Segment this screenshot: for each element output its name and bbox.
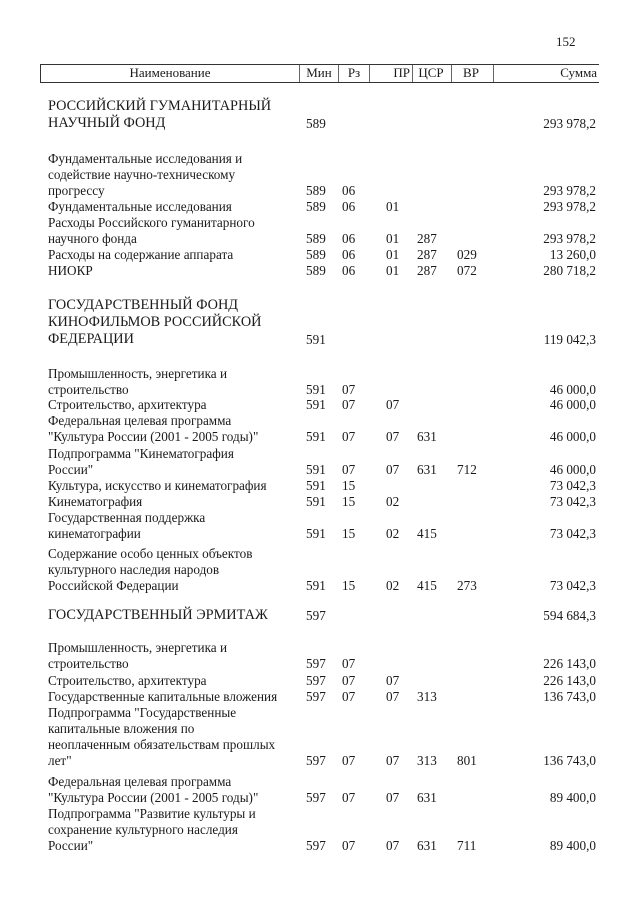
row-name bbox=[48, 546, 298, 594]
cell-csr: 287 bbox=[417, 231, 437, 246]
row-name-line: "Культура России (2001 - 2005 годы)" bbox=[48, 429, 259, 444]
cell-pr: 01 bbox=[386, 263, 400, 278]
row-name-line: капитальные вложения по bbox=[48, 721, 195, 736]
cell-pr: 02 bbox=[386, 526, 400, 541]
row-name bbox=[48, 247, 298, 263]
row-name-line: прогрессу bbox=[48, 183, 105, 198]
table-row bbox=[0, 151, 640, 199]
table-row bbox=[0, 247, 640, 263]
row-name-line: Содержание особо ценных объектов bbox=[48, 546, 253, 561]
cell-rz: 06 bbox=[342, 247, 356, 262]
cell-min: 597 bbox=[306, 790, 326, 805]
cell-sum: 46 000,0 bbox=[549, 382, 596, 397]
cell-sum: 293 978,2 bbox=[543, 183, 596, 198]
cell-rz: 07 bbox=[342, 397, 356, 412]
row-name-line: строительство bbox=[48, 656, 129, 671]
cell-rz: 15 bbox=[342, 478, 356, 493]
row-name bbox=[48, 478, 298, 494]
cell-rz: 07 bbox=[342, 382, 356, 397]
cell-sum: 280 718,2 bbox=[543, 263, 596, 278]
cell-min: 589 bbox=[306, 183, 326, 198]
section-title bbox=[48, 297, 298, 348]
cell-rz: 07 bbox=[342, 429, 356, 444]
cell-csr: 415 bbox=[417, 526, 437, 541]
cell-pr: 07 bbox=[386, 790, 400, 805]
row-name bbox=[48, 199, 298, 215]
table-row bbox=[0, 478, 640, 494]
cell-rz: 07 bbox=[342, 790, 356, 805]
row-name bbox=[48, 510, 298, 542]
table-row bbox=[0, 494, 640, 510]
row-name bbox=[48, 397, 298, 413]
cell-sum: 46 000,0 bbox=[549, 462, 596, 477]
table-row bbox=[0, 98, 640, 132]
cell-sum: 46 000,0 bbox=[549, 429, 596, 444]
row-name bbox=[48, 215, 298, 247]
cell-pr: 01 bbox=[386, 247, 400, 262]
cell-min: 591 bbox=[306, 462, 326, 477]
cell-csr: 631 bbox=[417, 790, 437, 805]
cell-csr: 287 bbox=[417, 263, 437, 278]
cell-sum: 136 743,0 bbox=[543, 753, 596, 768]
cell-sum: 594 684,3 bbox=[543, 608, 596, 623]
cell-min: 597 bbox=[306, 753, 326, 768]
header-min: Мин bbox=[306, 65, 332, 80]
cell-rz: 06 bbox=[342, 199, 356, 214]
row-name-line: НИОКР bbox=[48, 263, 93, 278]
table-row bbox=[0, 199, 640, 215]
row-name-line: кинематографии bbox=[48, 526, 141, 541]
row-name-line: "Культура России (2001 - 2005 годы)" bbox=[48, 790, 259, 805]
cell-vr: 273 bbox=[457, 578, 477, 593]
cell-sum: 73 042,3 bbox=[549, 526, 596, 541]
cell-pr: 07 bbox=[386, 673, 400, 688]
cell-csr: 631 bbox=[417, 429, 437, 444]
row-name bbox=[48, 806, 298, 854]
cell-csr: 287 bbox=[417, 247, 437, 262]
row-name-line: НАУЧНЫЙ ФОНД bbox=[48, 115, 166, 131]
cell-vr: 712 bbox=[457, 462, 477, 477]
header-name: Наименование bbox=[129, 65, 211, 80]
cell-sum: 226 143,0 bbox=[543, 656, 596, 671]
row-name-line: Строительство, архитектура bbox=[48, 673, 207, 688]
cell-min: 597 bbox=[306, 689, 326, 704]
section-title bbox=[48, 607, 298, 624]
row-name-line: сохранение культурного наследия bbox=[48, 822, 238, 837]
cell-min: 589 bbox=[306, 116, 326, 131]
cell-min: 591 bbox=[306, 429, 326, 444]
cell-pr: 07 bbox=[386, 689, 400, 704]
cell-rz: 15 bbox=[342, 494, 356, 509]
table-row bbox=[0, 673, 640, 689]
cell-sum: 13 260,0 bbox=[549, 247, 596, 262]
cell-rz: 07 bbox=[342, 462, 356, 477]
header-csr: ЦСР bbox=[418, 65, 444, 80]
header-sum: Сумма bbox=[560, 65, 597, 80]
cell-min: 591 bbox=[306, 494, 326, 509]
cell-csr: 415 bbox=[417, 578, 437, 593]
cell-min: 589 bbox=[306, 247, 326, 262]
table-row bbox=[0, 806, 640, 854]
table-row bbox=[0, 366, 640, 398]
cell-min: 597 bbox=[306, 608, 326, 623]
table-row bbox=[0, 774, 640, 806]
cell-pr: 01 bbox=[386, 199, 400, 214]
table-row bbox=[0, 297, 640, 348]
row-name-line: России" bbox=[48, 838, 94, 853]
cell-rz: 07 bbox=[342, 656, 356, 671]
row-name-line: Федеральная целевая программа bbox=[48, 413, 232, 428]
cell-min: 589 bbox=[306, 263, 326, 278]
row-name-line: лет" bbox=[48, 753, 72, 768]
table-row bbox=[0, 397, 640, 413]
cell-sum: 293 978,2 bbox=[543, 231, 596, 246]
cell-csr: 631 bbox=[417, 462, 437, 477]
row-name-line: Промышленность, энергетика и bbox=[48, 366, 228, 381]
row-name-line: Федеральная целевая программа bbox=[48, 774, 232, 789]
cell-min: 591 bbox=[306, 397, 326, 412]
cell-min: 597 bbox=[306, 673, 326, 688]
cell-rz: 07 bbox=[342, 753, 356, 768]
cell-sum: 89 400,0 bbox=[549, 790, 596, 805]
cell-vr: 711 bbox=[457, 838, 477, 853]
cell-csr: 631 bbox=[417, 838, 437, 853]
cell-rz: 07 bbox=[342, 673, 356, 688]
row-name-line: неоплаченным обязательствам прошлых bbox=[48, 737, 276, 752]
cell-min: 589 bbox=[306, 199, 326, 214]
row-name bbox=[48, 446, 298, 478]
row-name-line: культурного наследия народов bbox=[48, 562, 220, 577]
row-name-line: Подпрограмма "Развитие культуры и bbox=[48, 806, 256, 821]
row-name-line: Культура, искусство и кинематография bbox=[48, 478, 267, 493]
cell-rz: 15 bbox=[342, 578, 356, 593]
row-name-line: Строительство, архитектура bbox=[48, 397, 207, 412]
row-name-line: Подпрограмма "Государственные bbox=[48, 705, 237, 720]
cell-min: 597 bbox=[306, 838, 326, 853]
table-row bbox=[0, 446, 640, 478]
row-name bbox=[48, 640, 298, 672]
table-row bbox=[0, 413, 640, 445]
table-row bbox=[0, 546, 640, 594]
cell-min: 591 bbox=[306, 526, 326, 541]
cell-csr: 313 bbox=[417, 689, 437, 704]
cell-min: 591 bbox=[306, 332, 326, 347]
row-name-line: Фундаментальные исследования и bbox=[48, 151, 243, 166]
cell-min: 591 bbox=[306, 478, 326, 493]
header-vr: ВР bbox=[463, 65, 479, 80]
row-name-line: Фундаментальные исследования bbox=[48, 199, 232, 214]
cell-sum: 293 978,2 bbox=[543, 199, 596, 214]
row-name-line: Государственная поддержка bbox=[48, 510, 206, 525]
row-name bbox=[48, 413, 298, 445]
row-name bbox=[48, 673, 298, 689]
table-row bbox=[0, 640, 640, 672]
cell-sum: 119 042,3 bbox=[543, 332, 596, 347]
cell-sum: 73 042,3 bbox=[549, 494, 596, 509]
row-name-line: ФЕДЕРАЦИИ bbox=[48, 331, 134, 347]
cell-pr: 07 bbox=[386, 753, 400, 768]
row-name-line: Подпрограмма "Кинематография bbox=[48, 446, 234, 461]
header-rz: Рз bbox=[347, 65, 361, 80]
cell-pr: 02 bbox=[386, 494, 400, 509]
row-name bbox=[48, 263, 298, 279]
cell-min: 589 bbox=[306, 231, 326, 246]
cell-sum: 73 042,3 bbox=[549, 578, 596, 593]
cell-min: 591 bbox=[306, 578, 326, 593]
table-row bbox=[0, 263, 640, 279]
cell-pr: 02 bbox=[386, 578, 400, 593]
row-name-line: РОССИЙСКИЙ ГУМАНИТАРНЫЙ bbox=[48, 98, 272, 114]
cell-rz: 07 bbox=[342, 689, 356, 704]
cell-pr: 07 bbox=[386, 429, 400, 444]
cell-rz: 06 bbox=[342, 231, 356, 246]
cell-sum: 293 978,2 bbox=[543, 116, 596, 131]
row-name bbox=[48, 366, 298, 398]
row-name-line: Кинематография bbox=[48, 494, 143, 509]
cell-pr: 01 bbox=[386, 231, 400, 246]
cell-min: 597 bbox=[306, 656, 326, 671]
cell-sum: 73 042,3 bbox=[549, 478, 596, 493]
cell-rz: 06 bbox=[342, 263, 356, 278]
table-row bbox=[0, 607, 640, 624]
cell-pr: 07 bbox=[386, 838, 400, 853]
row-name bbox=[48, 494, 298, 510]
header-pr: ПР bbox=[393, 65, 410, 80]
row-name-line: Расходы Российского гуманитарного bbox=[48, 215, 255, 230]
cell-rz: 15 bbox=[342, 526, 356, 541]
cell-vr: 801 bbox=[457, 753, 477, 768]
cell-pr: 07 bbox=[386, 462, 400, 477]
table-header bbox=[40, 64, 599, 83]
cell-pr: 07 bbox=[386, 397, 400, 412]
cell-sum: 89 400,0 bbox=[549, 838, 596, 853]
row-name bbox=[48, 689, 298, 705]
row-name-line: научного фонда bbox=[48, 231, 137, 246]
cell-vr: 072 bbox=[457, 263, 477, 278]
table-row bbox=[0, 215, 640, 247]
cell-rz: 06 bbox=[342, 183, 356, 198]
page-number: 152 bbox=[556, 34, 576, 49]
cell-sum: 46 000,0 bbox=[549, 397, 596, 412]
cell-sum: 136 743,0 bbox=[543, 689, 596, 704]
section-title bbox=[48, 98, 298, 132]
row-name bbox=[48, 774, 298, 806]
cell-min: 591 bbox=[306, 382, 326, 397]
row-name-line: КИНОФИЛЬМОВ РОССИЙСКОЙ bbox=[48, 314, 262, 330]
row-name bbox=[48, 705, 298, 769]
row-name-line: России" bbox=[48, 462, 94, 477]
row-name-line: Российской Федерации bbox=[48, 578, 179, 593]
row-name-line: ГОСУДАРСТВЕННЫЙ ФОНД bbox=[48, 297, 239, 313]
row-name bbox=[48, 151, 298, 199]
row-name-line: Промышленность, энергетика и bbox=[48, 640, 228, 655]
row-name-line: содействие научно-техническому bbox=[48, 167, 236, 182]
cell-csr: 313 bbox=[417, 753, 437, 768]
cell-vr: 029 bbox=[457, 247, 477, 262]
row-name-line: Государственные капитальные вложения bbox=[48, 689, 278, 704]
table-row bbox=[0, 689, 640, 705]
row-name-line: ГОСУДАРСТВЕННЫЙ ЭРМИТАЖ bbox=[48, 607, 268, 623]
cell-rz: 07 bbox=[342, 838, 356, 853]
cell-sum: 226 143,0 bbox=[543, 673, 596, 688]
table-row bbox=[0, 510, 640, 542]
table-row bbox=[0, 705, 640, 769]
row-name-line: строительство bbox=[48, 382, 129, 397]
row-name-line: Расходы на содержание аппарата bbox=[48, 247, 234, 262]
